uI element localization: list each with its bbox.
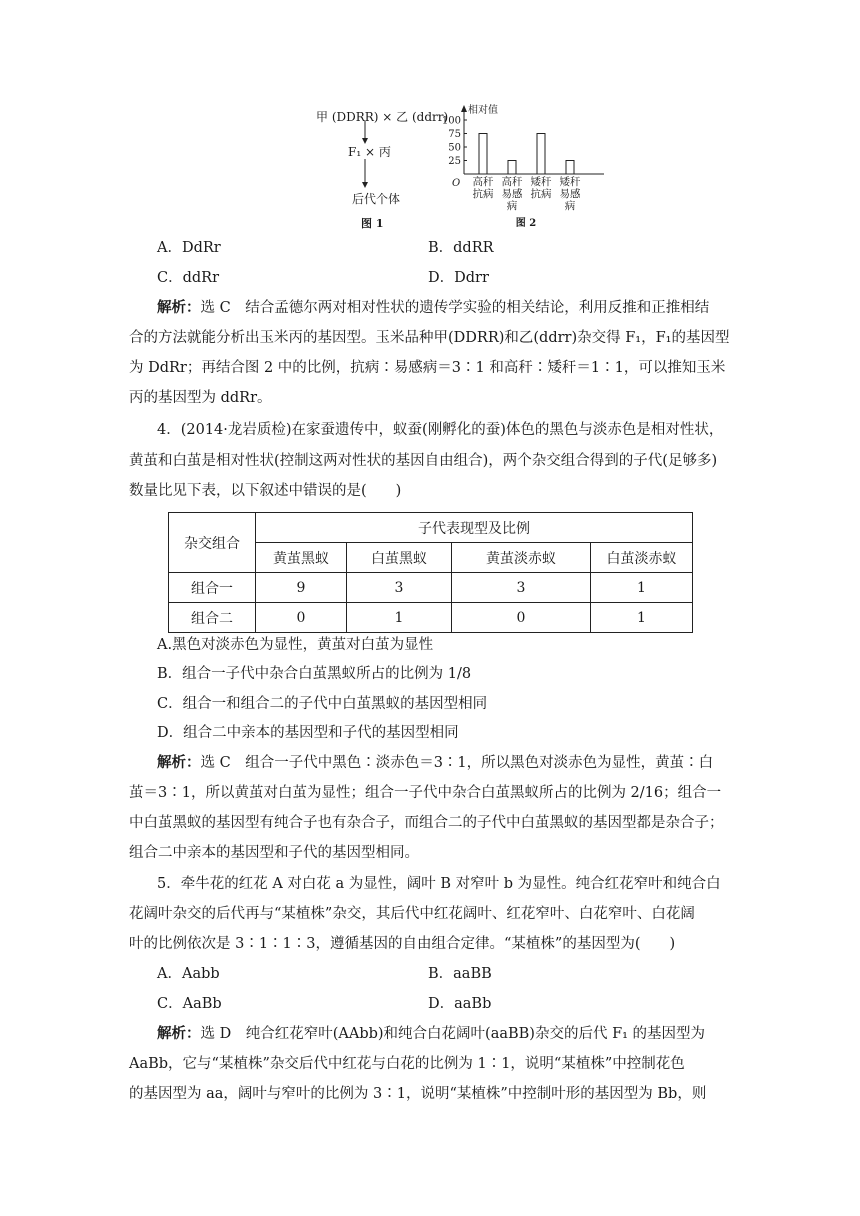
figure1-parents: 甲 (DDRR) × 乙 (ddrr)	[316, 110, 449, 124]
figure1-caption: 图 1	[361, 217, 384, 230]
y-tick-label: 25	[448, 156, 461, 167]
table-cell: 3	[347, 573, 452, 603]
q5-analysis-line-3: 的基因型为 aa，阔叶与窄叶的比例为 3∶1，说明“某植株”中控制叶形的基因型为 Bb，则	[129, 1086, 707, 1102]
q3-analysis-line-1: 解析：选 C 结合孟德尔两对相对性状的遗传学实验的相关结论，利用反推和正推相结	[157, 299, 710, 316]
bar	[508, 161, 516, 175]
analysis-label: 解析：	[157, 1025, 201, 1042]
q4-analysis-line-1: 解析：选 C 组合一子代中黑色∶淡赤色＝3∶1，所以黑色对淡赤色为显性，黄茧∶白	[157, 754, 714, 771]
table-row	[169, 603, 693, 633]
q3-option-c[interactable]: C．ddRr	[157, 270, 220, 286]
q4-option-b[interactable]: B．组合一子代中杂合白茧黑蚁所占的比例为 1/8	[157, 666, 472, 682]
q5-stem-line-2: 花阔叶杂交的后代再与“某植株”杂交，其后代中红花阔叶、红花窄叶、白花窄叶、白花阔	[129, 906, 695, 922]
table-cell: 0	[256, 603, 347, 633]
x-tick-label: 易感	[501, 188, 523, 200]
table-cell: 1	[591, 573, 693, 603]
q3-option-a[interactable]: A．DdRr	[157, 240, 221, 256]
table-cell: 3	[452, 573, 591, 603]
q5-option-d[interactable]: D．aaBb	[428, 996, 492, 1012]
table-row	[169, 573, 693, 603]
q5-stem-line-1: 5．牵牛花的红花 A 对白花 a 为显性，阔叶 B 对窄叶 b 为显性。纯合红花窄叶和纯合白	[157, 876, 721, 892]
q4-option-c[interactable]: C．组合一和组合二的子代中白茧黑蚁的基因型相同	[157, 696, 488, 712]
q4-stem-line-3: 数量比见下表，以下叙述中错误的是( )	[129, 483, 402, 499]
q3-option-d[interactable]: D．Ddrr	[428, 270, 489, 286]
figure-2-chart	[436, 104, 616, 232]
q5-option-b[interactable]: B．aaBB	[428, 966, 492, 982]
table-column-header: 黄茧淡赤蚁	[452, 543, 591, 573]
x-tick-label: 抗病	[472, 188, 494, 200]
x-tick-label: 抗病	[530, 188, 552, 200]
down-arrow-icon	[360, 159, 370, 189]
table-corner-header: 杂交组合	[169, 513, 256, 573]
q4-stem-line-1: 4．(2014·龙岩质检)在家蚕遗传中，蚁蚕(刚孵化的蚕)体色的黑色与淡赤色是相对性状，	[157, 422, 724, 438]
x-tick-label: 矮秆	[559, 176, 581, 188]
x-tick-label: 病	[564, 200, 576, 212]
x-tick-label: 高秆	[501, 176, 523, 188]
bar	[566, 161, 574, 175]
analysis-label: 解析：	[157, 754, 201, 771]
q3-analysis-line-2: 合的方法就能分析出玉米丙的基因型。玉米品种甲(DDRR)和乙(ddrr)杂交得 F₁，F₁的基因型	[129, 330, 730, 346]
q3-analysis-line-3: 为 DdRr；再结合图 2 中的比例，抗病∶易感病＝3∶1 和高秆∶矮秆＝1∶1，可以推知玉米	[129, 360, 726, 376]
q4-option-d[interactable]: D．组合二中亲本的基因型和子代的基因型相同	[157, 725, 459, 741]
table-row-label: 组合一	[169, 573, 256, 603]
q3-option-b[interactable]: B．ddRR	[428, 240, 494, 256]
q4-data-table	[168, 512, 693, 633]
y-axis-arrow	[461, 105, 467, 112]
y-axis-label: 相对值	[468, 105, 498, 116]
figure1-offspring: 后代个体	[352, 192, 401, 206]
x-tick-label: 易感	[559, 188, 581, 200]
table-cell: 0	[452, 603, 591, 633]
q5-stem-line-3: 叶的比例依次是 3∶1∶1∶3，遵循基因的自由组合定律。“某植株”的基因型为( )	[129, 936, 676, 952]
figure2-caption: 图 2	[515, 218, 537, 229]
table-column-header: 白茧黑蚁	[347, 543, 452, 573]
bar	[537, 134, 545, 175]
y-tick-label: 100	[441, 115, 461, 127]
x-tick-label: 高秆	[472, 176, 494, 188]
table-cell: 1	[591, 603, 693, 633]
down-arrow-icon	[360, 121, 370, 145]
q4-analysis-line-3: 中白茧黑蚁的基因型有纯合子也有杂合子，而组合二的子代中白茧黑蚁的基因型都是杂合子；	[129, 815, 724, 831]
x-tick-label: 病	[506, 200, 518, 212]
y-tick-label: 50	[448, 142, 461, 154]
q3-analysis-line-4: 丙的基因型为 ddRr。	[129, 390, 272, 406]
table-cell: 9	[256, 573, 347, 603]
table-column-header: 白茧淡赤蚁	[591, 543, 693, 573]
y-tick-label: 75	[448, 129, 461, 140]
figure1-f1-cross: F₁ × 丙	[348, 145, 391, 159]
q4-stem-line-2: 黄茧和白茧是相对性状(控制这两对性状的基因自由组合)，两个杂交组合得到的子代(足够多)	[129, 453, 718, 469]
x-tick-label: 矮秆	[530, 176, 552, 188]
table-column-header: 黄茧黑蚁	[256, 543, 347, 573]
q4-option-a[interactable]: A.黑色对淡赤色为显性，黄茧对白茧为显性	[157, 637, 434, 653]
q5-option-a[interactable]: A．Aabb	[157, 966, 220, 982]
q4-analysis-line-2: 茧＝3∶1，所以黄茧对白茧为显性；组合一子代中杂合白茧黑蚁所占的比例为 2/16；组合一	[129, 785, 722, 801]
origin-label: O	[452, 178, 461, 189]
table-row-label: 组合二	[169, 603, 256, 633]
analysis-label: 解析：	[157, 299, 201, 316]
bar	[479, 134, 487, 175]
q5-option-c[interactable]: C．AaBb	[157, 996, 222, 1012]
table-group-header: 子代表现型及比例	[256, 513, 693, 543]
q5-analysis-line-2: AaBb，它与“某植株”杂交后代中红花与白花的比例为 1∶1，说明“某植株”中控制花色	[129, 1056, 685, 1072]
q4-analysis-line-4: 组合二中亲本的基因型和子代的基因型相同。	[129, 845, 419, 861]
q5-analysis-line-1: 解析：选 D 纯合红花窄叶(AAbb)和纯合白花阔叶(aaBB)杂交的后代 F₁ 的基因型为	[157, 1025, 706, 1042]
table-cell: 1	[347, 603, 452, 633]
